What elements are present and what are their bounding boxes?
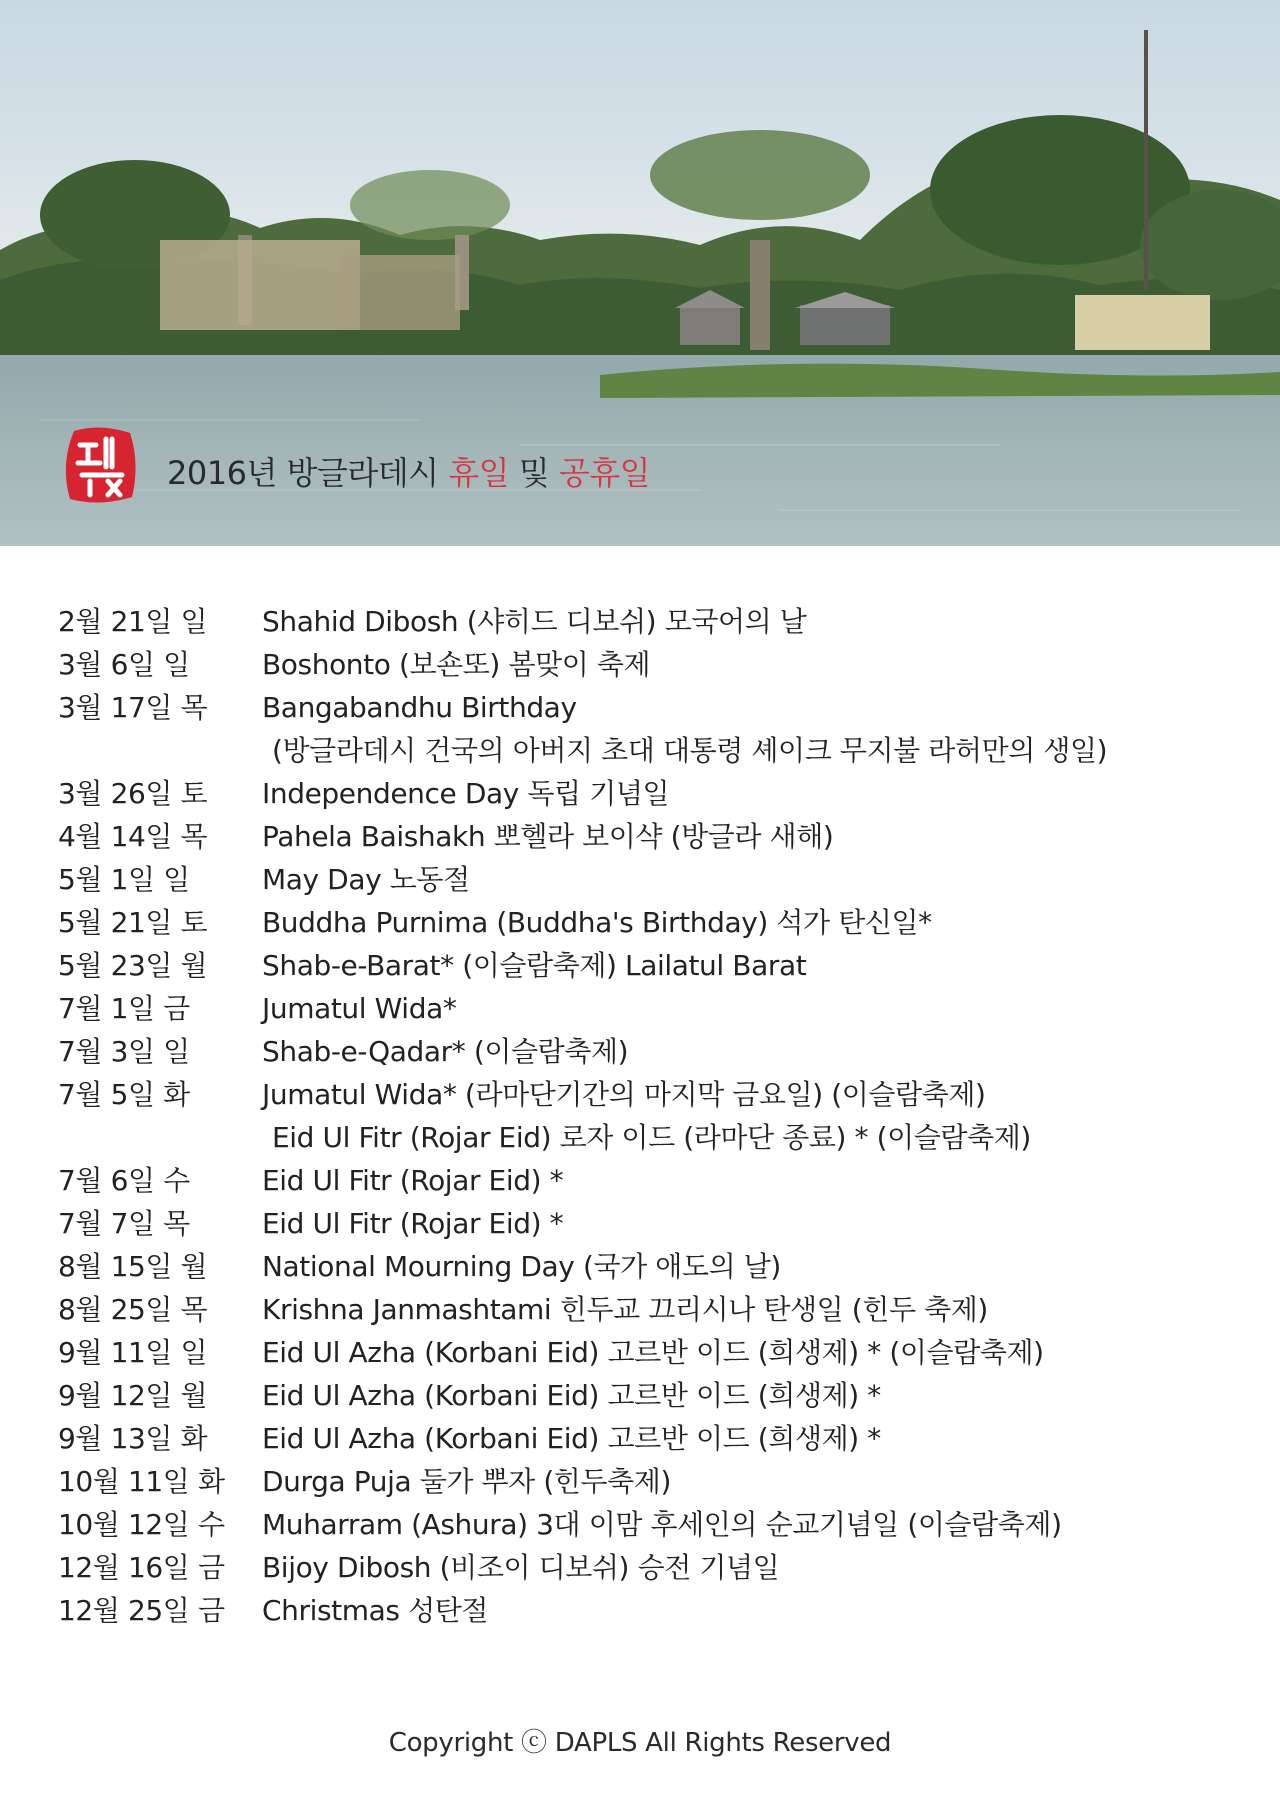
holiday-description: Independence Day 독립 기념일 bbox=[262, 777, 670, 810]
holiday-date: 3월 6일 일 bbox=[58, 648, 190, 681]
holiday-date: 7월 3일 일 bbox=[58, 1035, 190, 1068]
holiday-date: 12월 16일 금 bbox=[58, 1551, 225, 1584]
dapls-logo bbox=[60, 423, 142, 507]
hero-banner bbox=[0, 0, 1280, 546]
holiday-date: 5월 21일 토 bbox=[58, 906, 208, 939]
holiday-description: Eid Ul Azha (Korbani Eid) 고르반 이드 (희생제) * (이슬람축제) bbox=[262, 1336, 1044, 1369]
holiday-date: 8월 15일 월 bbox=[58, 1250, 208, 1283]
holiday-date: 3월 17일 목 bbox=[58, 691, 208, 724]
holiday-description: Eid Ul Fitr (Rojar Eid) * bbox=[262, 1207, 564, 1240]
holiday-description: Christmas 성탄절 bbox=[262, 1594, 489, 1627]
holiday-date: 12월 25일 금 bbox=[58, 1594, 225, 1627]
holiday-description: Eid Ul Azha (Korbani Eid) 고르반 이드 (희생제) * bbox=[262, 1379, 881, 1412]
holiday-date: 7월 7일 목 bbox=[58, 1207, 190, 1240]
holiday-date: 9월 11일 일 bbox=[58, 1336, 208, 1369]
holiday-description: Shahid Dibosh (샤히드 디보쉬) 모국어의 날 bbox=[262, 605, 807, 638]
holiday-description: Durga Puja 둘가 뿌자 (힌두축제) bbox=[262, 1465, 671, 1498]
holiday-description: May Day 노동절 bbox=[262, 863, 470, 896]
holiday-date: 2월 21일 일 bbox=[58, 605, 208, 638]
holiday-description: Krishna Janmashtami 힌두교 끄리시나 탄생일 (힌두 축제) bbox=[262, 1293, 988, 1326]
holiday-description: Buddha Purnima (Buddha's Birthday) 석가 탄신일* bbox=[262, 906, 932, 939]
holiday-description: Boshonto (보숀또) 봄맞이 축제 bbox=[262, 648, 651, 681]
holiday-description: (방글라데시 건국의 아버지 초대 대통령 셰이크 무지불 라허만의 생일) bbox=[272, 734, 1108, 767]
copyright-notice: Copyright ⓒ DAPLS All Rights Reserved bbox=[388, 1728, 892, 1758]
holiday-date: 7월 6일 수 bbox=[58, 1164, 190, 1197]
holiday-description: Muharram (Ashura) 3대 이맘 후세인의 순교기념일 (이슬람축제) bbox=[262, 1508, 1062, 1541]
holiday-date: 8월 25일 목 bbox=[58, 1293, 208, 1326]
title-highlight-public-holidays: 공휴일 bbox=[558, 454, 651, 492]
holiday-date: 10월 12일 수 bbox=[58, 1508, 225, 1541]
title-middle: 및 bbox=[509, 454, 559, 492]
holiday-description: Bangabandhu Birthday bbox=[262, 691, 577, 724]
holiday-description: Shab-e-Barat* (이슬람축제) Lailatul Barat bbox=[262, 949, 807, 982]
holiday-description: Pahela Baishakh 뽀헬라 보이샥 (방글라 새해) bbox=[262, 820, 834, 853]
holiday-description: Bijoy Dibosh (비조이 디보쉬) 승전 기념일 bbox=[262, 1551, 780, 1584]
title-highlight-holidays: 휴일 bbox=[448, 454, 510, 492]
holiday-date: 9월 13일 화 bbox=[58, 1422, 208, 1455]
page-title bbox=[167, 448, 650, 494]
holiday-date: 7월 1일 금 bbox=[58, 992, 190, 1025]
holiday-description: Jumatul Wida* (라마단기간의 마지막 금요일) (이슬람축제) bbox=[262, 1078, 986, 1111]
holiday-date: 5월 23일 월 bbox=[58, 949, 208, 982]
holiday-description: Eid Ul Fitr (Rojar Eid) 로자 이드 (라마단 종료) * (이슬람축제) bbox=[272, 1121, 1031, 1154]
holiday-description: Eid Ul Azha (Korbani Eid) 고르반 이드 (희생제) * bbox=[262, 1422, 881, 1455]
holiday-date: 7월 5일 화 bbox=[58, 1078, 190, 1111]
title-prefix: 2016년 방글라데시 bbox=[167, 454, 449, 492]
holiday-date: 3월 26일 토 bbox=[58, 777, 208, 810]
holiday-description: National Mourning Day (국가 애도의 날) bbox=[262, 1250, 781, 1283]
holiday-date: 9월 12일 월 bbox=[58, 1379, 208, 1412]
holiday-description: Eid Ul Fitr (Rojar Eid) * bbox=[262, 1164, 564, 1197]
holiday-description: Shab-e-Qadar* (이슬람축제) bbox=[262, 1035, 629, 1068]
holiday-date: 10월 11일 화 bbox=[58, 1465, 225, 1498]
holiday-date: 4월 14일 목 bbox=[58, 820, 208, 853]
holiday-date: 5월 1일 일 bbox=[58, 863, 190, 896]
holiday-description: Jumatul Wida* bbox=[262, 992, 457, 1025]
